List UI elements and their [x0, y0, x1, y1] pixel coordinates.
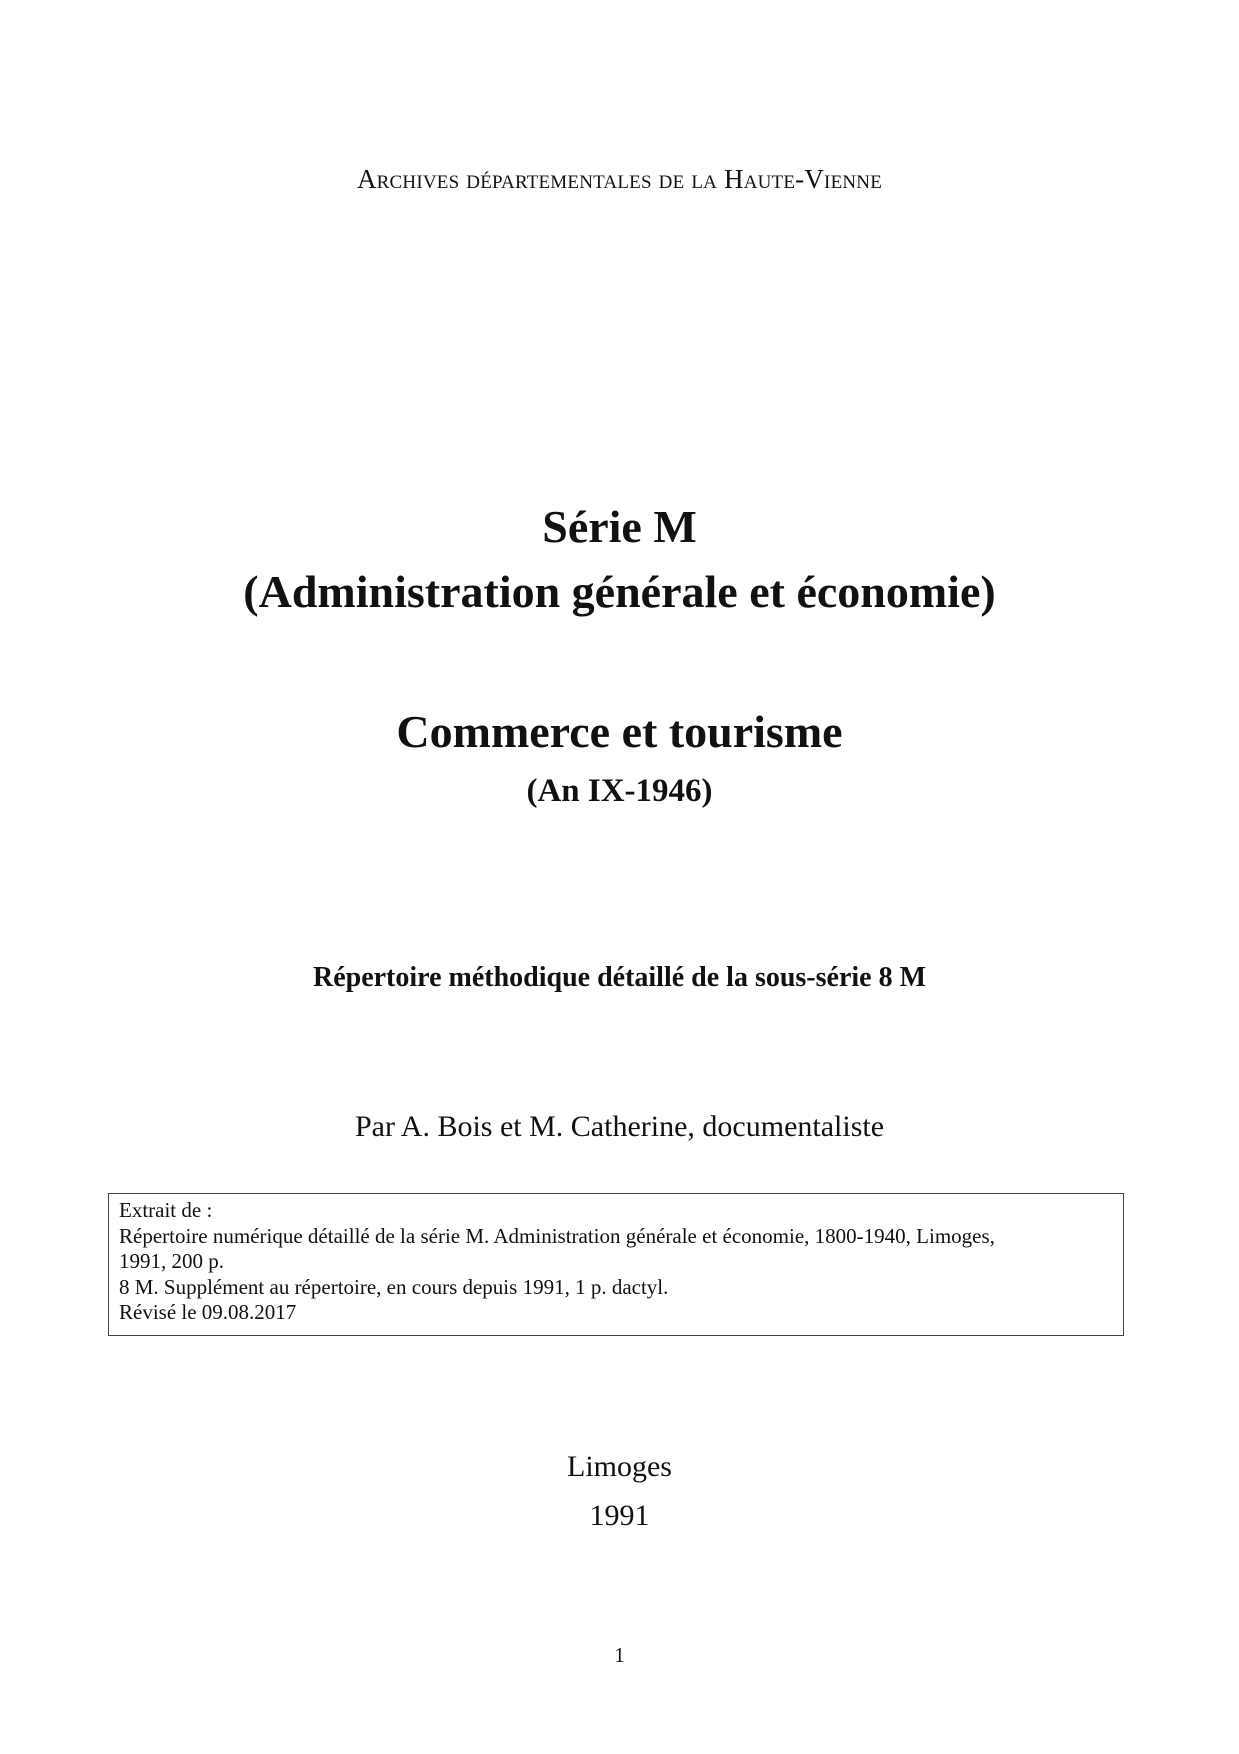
- imprint-place: Limoges: [567, 1450, 672, 1483]
- institution-header: Archives départementales de la Haute-Vienne: [356, 164, 883, 194]
- repertoire-heading: Répertoire méthodique détaillé de la sous-série 8 M: [312, 962, 927, 993]
- extract-box: [108, 1193, 1124, 1336]
- extract-line: Répertoire numérique détaillé de la série M. Administration générale et économie, 1800-1940, Limoges,: [119, 1223, 995, 1248]
- extract-line: 8 M. Supplément au répertoire, en cours depuis 1991, 1 p. dactyl.: [119, 1274, 669, 1299]
- authors-line: Par A. Bois et M. Catherine, documentaliste: [354, 1110, 885, 1143]
- imprint-year: 1991: [589, 1499, 650, 1532]
- page-number: 1: [614, 1643, 625, 1667]
- revision-date: Révisé le 09.08.2017: [119, 1300, 297, 1324]
- extract-intro: Extrait de :: [119, 1198, 213, 1222]
- topic-title: Commerce et tourisme: [396, 706, 843, 757]
- series-subtitle: (Administration générale et économie): [243, 566, 996, 617]
- date-range: (An IX-1946): [526, 773, 713, 809]
- series-title: Série M: [542, 501, 697, 552]
- extract-line: 1991, 200 p.: [119, 1249, 224, 1273]
